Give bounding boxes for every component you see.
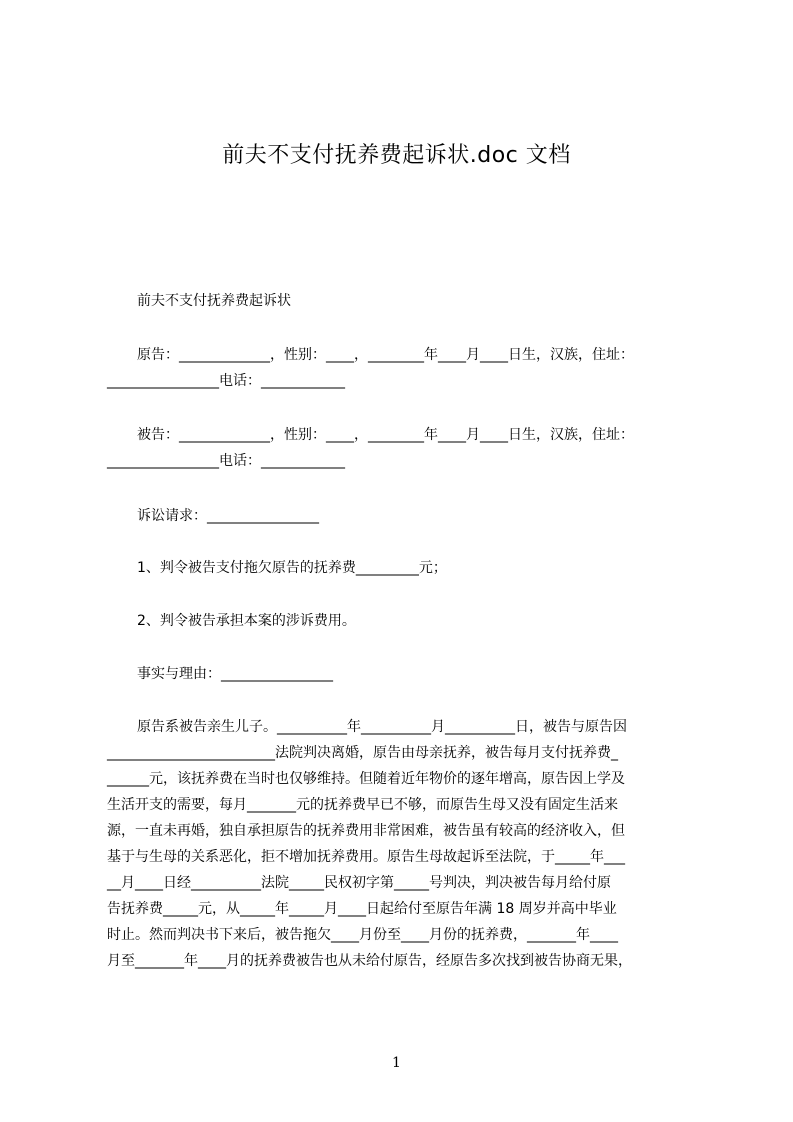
facts-label: 事实与理由：________________ (137, 666, 333, 682)
page-number: 1 (392, 1055, 401, 1071)
facts-line: 基于与生母的关系恶化，拒不增加抚养费用。原告生母故起诉至法院，于_____年___ (107, 849, 625, 865)
plaintiff-line-2: ________________电话：____________ (107, 373, 345, 389)
facts-line: 告抚养费_____元，从_____年_____月____日起给付至原告年满 18 周岁并高中毕业 (107, 901, 617, 917)
defendant-line-2: ________________电话：____________ (107, 453, 345, 469)
facts-line: 生活开支的需要，每月_______元的抚养费早已不够，而原告生母又没有固定生活来 (107, 797, 618, 813)
defendant-line-1: 被告：_____________，性别：____，________年____月____日生，汉族，住址： (137, 427, 634, 443)
claim-item-2: 2、判令被告承担本案的涉诉费用。 (137, 613, 356, 629)
claims-label: 诉讼请求：________________ (137, 508, 319, 524)
facts-line: 源，一直未再婚，独自承担原告的抚养费用非常困难，被告虽有较高的经济收入，但 (107, 823, 625, 839)
plaintiff-line-1: 原告：_____________，性别：____，________年____月____日生，汉族，住址： (137, 347, 634, 363)
facts-line: ______元，该抚养费在当时也仅够维持。但随着近年物价的逐年增高，原告因上学及 (107, 771, 625, 787)
facts-line: 原告系被告亲生儿子。__________年__________月__________日，被告与原告因 (137, 719, 627, 735)
document-title: 前夫不支付抚养费起诉状.doc 文档 (222, 143, 571, 168)
facts-line: 月至_______年____月的抚养费被告也从未给付原告，经原告多次找到被告协商无果， (107, 953, 632, 969)
document-heading: 前夫不支付抚养费起诉状 (137, 293, 291, 309)
facts-line: __月____日经__________法院_____民权初字第_____号判决，判决被告每月给付原 (107, 875, 611, 891)
claim-item-1: 1、判令被告支付拖欠原告的抚养费_________元； (137, 560, 447, 576)
facts-line: 时止。然而判决书下来后，被告拖欠____月份至____月份的抚养费，_______年____ (107, 927, 618, 943)
facts-line: ________________________法院判决离婚，原告由母亲抚养，被告每月支付抚养费_ (107, 745, 618, 761)
